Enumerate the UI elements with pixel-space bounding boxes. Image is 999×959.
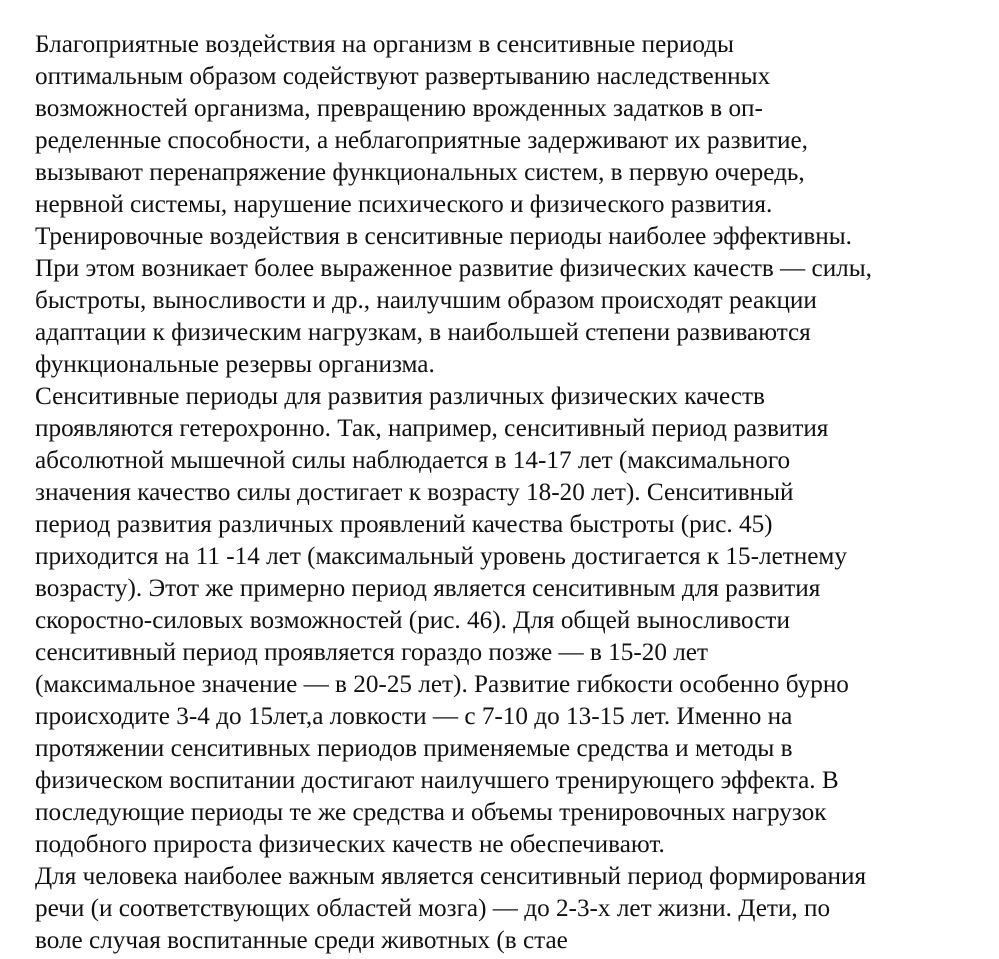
text-line: скоростно-силовых возможностей (рис. 46). Для общей выносливости xyxy=(35,607,790,634)
text-line: возрасту). Этот же примерно период является сенситивным для развития xyxy=(35,575,821,602)
text-line: речи (и соответствующих областей мозга) — до 2-3-х лет жизни. Дети, по xyxy=(35,895,831,922)
text-line: последующие периоды те же средства и объемы тренировочных нагрузок xyxy=(35,799,827,826)
text-line: происходите 3-4 до 15лет,а ловкости — с 7-10 до 13-15 лет. Именно на xyxy=(35,703,793,730)
text-line: быстроты, выносливости и др., наилучшим образом происходят реакции xyxy=(35,287,817,314)
text-line: возможностей организма, превращению врожденных задатков в оп- xyxy=(35,95,763,122)
document-page xyxy=(35,29,985,957)
text-line: Тренировочные воздействия в сенситивные периоды наиболее эффективны. xyxy=(35,223,852,250)
text-line: оптимальным образом содействуют развертыванию наследственных xyxy=(35,63,771,90)
text-line: значения качество силы достигает к возрасту 18-20 лет). Сенситивный xyxy=(35,479,794,506)
text-line: адаптации к физическим нагрузкам, в наибольшей степени развиваются xyxy=(35,319,811,346)
text-line: период развития различных проявлений качества быстроты (рис. 45) xyxy=(35,511,773,538)
text-line: функциональные резервы организма. xyxy=(35,351,435,378)
text-line: Сенситивные периоды для развития различных физических качеств xyxy=(35,383,765,410)
text-line: При этом возникает более выраженное развитие физических качеств — силы, xyxy=(35,255,872,282)
text-line: вызывают перенапряжение функциональных систем, в первую очередь, xyxy=(35,159,805,186)
text-line: Для человека наиболее важным является сенситивный период формирования xyxy=(35,863,867,890)
text-line: (максимальное значение — в 20-25 лет). Развитие гибкости особенно бурно xyxy=(35,671,849,698)
text-line: нервной системы, нарушение психического и физического развития. xyxy=(35,191,773,218)
text-line: сенситивный период проявляется гораздо позже — в 15-20 лет xyxy=(35,639,708,666)
text-line: Благоприятные воздействия на организм в сенситивные периоды xyxy=(35,31,734,58)
text-line: проявляются гетерохронно. Так, например, сенситивный период развития xyxy=(35,415,829,442)
text-line: ределенные способности, а неблагоприятные задерживают их развитие, xyxy=(35,127,808,154)
text-line: абсолютной мышечной силы наблюдается в 14-17 лет (максимального xyxy=(35,447,791,474)
text-line: приходится на 11 -14 лет (максимальный уровень достигается к 15-летнему xyxy=(35,543,847,570)
text-line: физическом воспитании достигают наилучшего тренирующего эффекта. В xyxy=(35,767,839,794)
text-line: воле случая воспитанные среди животных (в стае xyxy=(35,927,568,954)
text-line: протяжении сенситивных периодов применяемые средства и методы в xyxy=(35,735,793,762)
text-line: подобного прироста физических качеств не обеспечивают. xyxy=(35,831,665,858)
